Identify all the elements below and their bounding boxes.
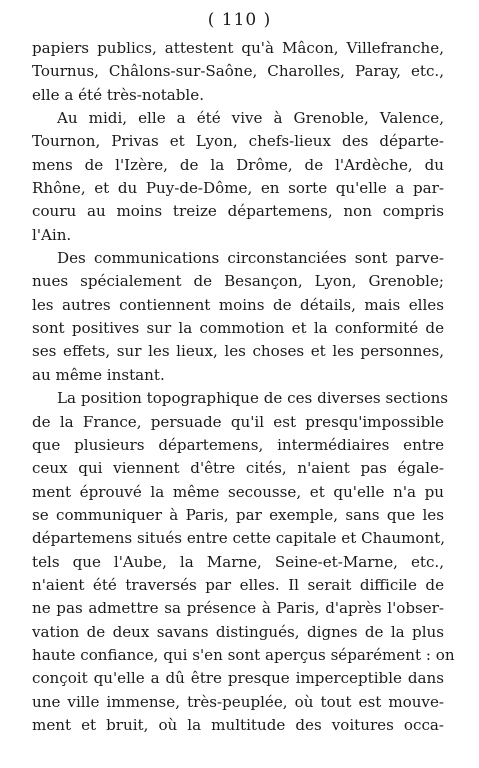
text-line: au même instant. xyxy=(32,365,165,384)
text-line: de la France, persuade qu'il est presqu'impossible xyxy=(32,412,444,431)
text-line: ment éprouvé la même secousse, et qu'elle n'a pu xyxy=(32,482,444,501)
text-line: départemens situés entre cette capitale et Chaumont, xyxy=(32,529,446,548)
text-line: ses effets, sur les lieux, les choses et les personnes, xyxy=(32,342,444,361)
text-line: nues spécialement de Besançon, Lyon, Grenoble; xyxy=(32,272,444,291)
paragraph-1 xyxy=(32,37,444,107)
paragraph-2 xyxy=(32,107,444,247)
text-line: Tournus, Châlons-sur-Saône, Charolles, Paray, etc., xyxy=(32,62,444,81)
text-line: papiers publics, attestent qu'à Mâcon, Villefranche, xyxy=(32,39,444,57)
text-line: l'Ain. xyxy=(32,225,72,244)
text-line: couru au moins treize départemens, non compris xyxy=(32,202,444,221)
text-line: vation de deux savans distingués, dignes de la plus xyxy=(32,622,444,641)
text-line: mens de l'Izère, de la Drôme, de l'Ardèche, du xyxy=(32,155,444,174)
page-number: ( 110 ) xyxy=(207,10,272,30)
text-line: n'aient été traversés par elles. Il serait difficile de xyxy=(32,575,444,594)
text-line: ne pas admettre sa présence à Paris, d'après l'obser- xyxy=(32,599,444,618)
text-line: les autres contiennent moins de détails, mais elles xyxy=(32,295,444,314)
text-line: sont positives sur la commotion et la conformité de xyxy=(32,319,444,338)
text-line: Rhône, et du Puy-de-Dôme, en sorte qu'elle a par- xyxy=(32,179,444,198)
paragraph-4 xyxy=(32,387,455,737)
body-text xyxy=(32,37,455,737)
text-line: tels que l'Aube, la Marne, Seine-et-Marne, etc., xyxy=(32,552,444,571)
text-line: que plusieurs départemens, intermédiaires entre xyxy=(32,435,444,454)
text-line: La position topographique de ces diverses sections xyxy=(57,389,449,408)
text-line: elle a été très-notable. xyxy=(32,85,204,104)
text-line: Tournon, Privas et Lyon, chefs-lieux des départe- xyxy=(32,132,444,151)
paragraph-3 xyxy=(32,247,444,387)
text-line: se communiquer à Paris, par exemple, sans que les xyxy=(32,505,444,524)
text-line: Des communications circonstanciées sont parve- xyxy=(57,249,444,268)
text-line: conçoit qu'elle a dû être presque imperceptible dans xyxy=(32,669,444,688)
text-line: haute confiance, qui s'en sont aperçus séparément : on xyxy=(32,645,455,664)
text-line: ceux qui viennent d'être cités, n'aient pas égale- xyxy=(32,459,444,478)
text-line: ment et bruit, où la multitude des voitures occa- xyxy=(32,715,444,734)
text-line: Au midi, elle a été vive à Grenoble, Valence, xyxy=(57,109,444,128)
text-line: une ville immense, très-peuplée, où tout est mouve- xyxy=(32,692,444,711)
